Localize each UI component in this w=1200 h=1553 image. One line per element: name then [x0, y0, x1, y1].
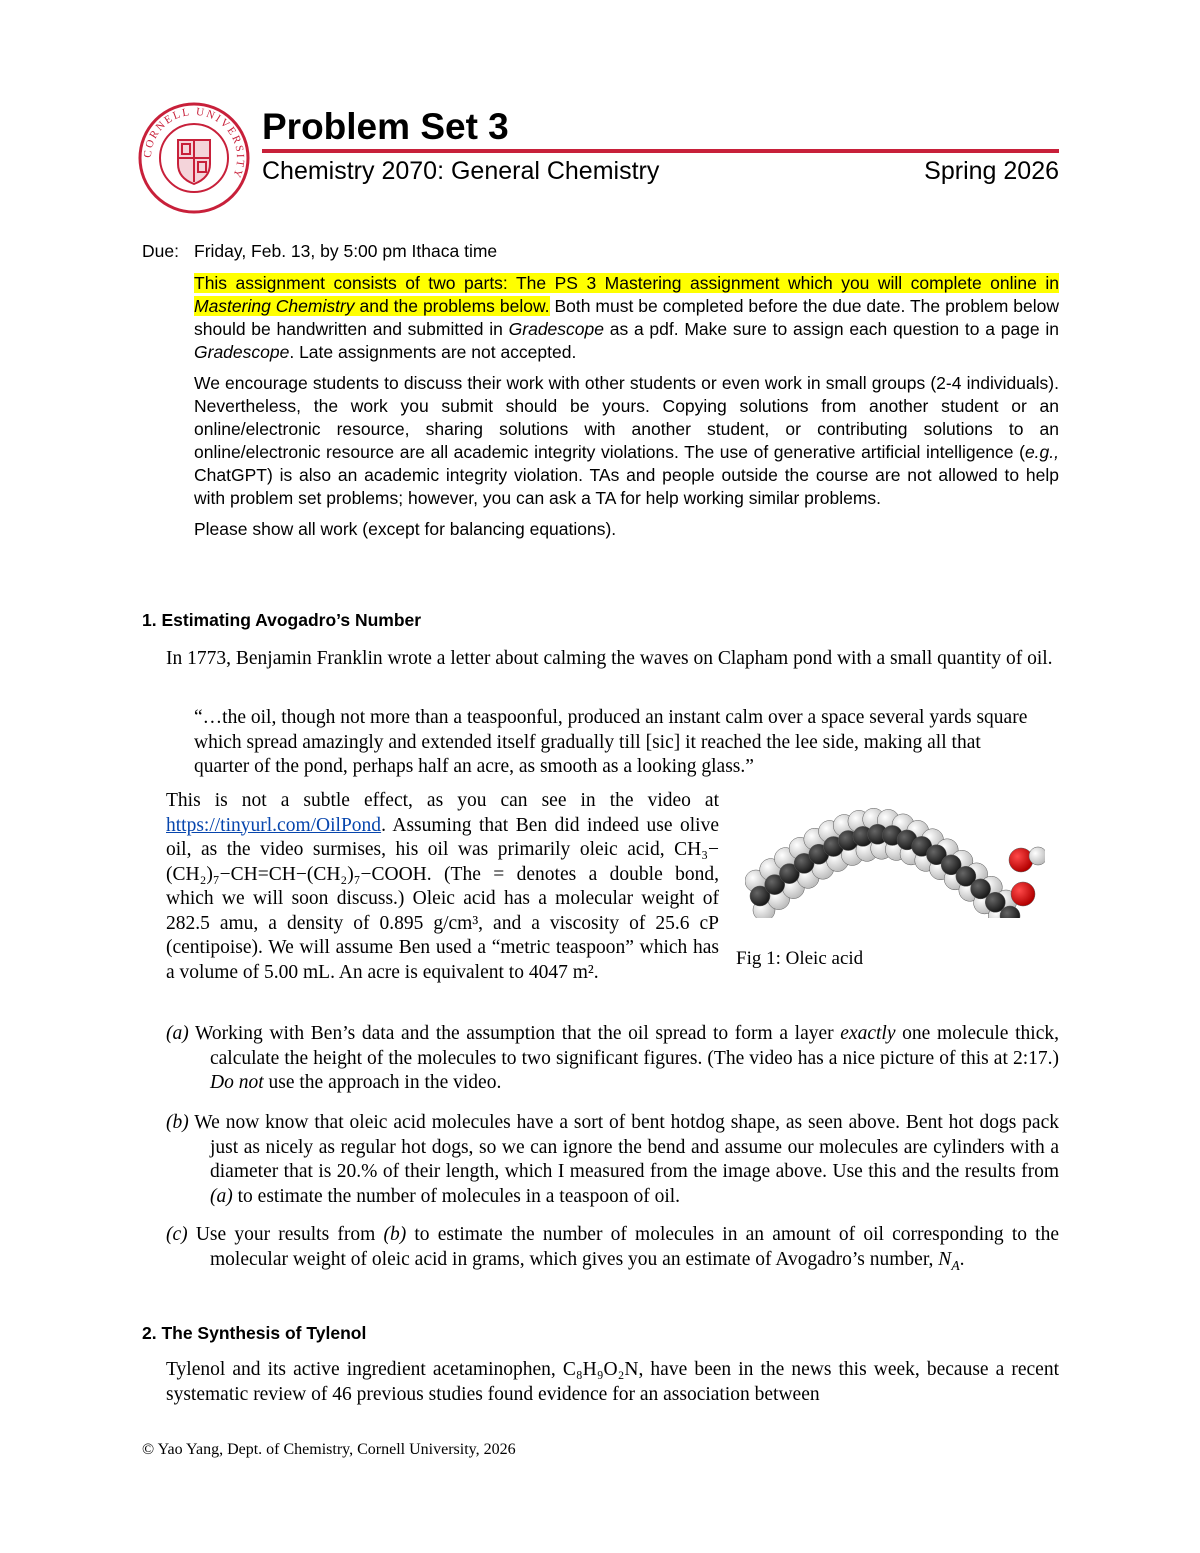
question-b: (b) We now know that oleic acid molecules have a sort of bent hotdog shape, as seen above. Bent hot dogs pack just as nicely as regular hot dogs, so we can ignore the bend and assume our molecules are cylinders with a diameter that is 20.% of their length, which I measured from the image above. Use this and the results from (a) to estimate the number of molecules in a teaspoon of oil.	[166, 1112, 1059, 1207]
term-label: Spring 2026	[924, 157, 1059, 185]
university-seal-logo	[138, 102, 250, 214]
page-title: Problem Set 3	[262, 106, 509, 147]
hydrogen-atom	[1029, 847, 1045, 865]
oleic-acid-molecule-image	[745, 808, 1045, 918]
course-name: Chemistry 2070: General Chemistry	[262, 157, 660, 185]
oxygen-atom	[1011, 882, 1035, 906]
oilpond-video-link[interactable]: https://tinyurl.com/OilPond	[166, 814, 382, 836]
instructions-paragraph-3: Please show all work (except for balancing equations).	[194, 519, 617, 539]
franklin-quote: “…the oil, though not more than a teaspoonful, produced an instant calm over a space several yards square which spread amazingly and extended itself gradually till [sic] it reached the lee side, making all that quarter of the pond, perhaps half an acre, as smooth as a looking glass.”	[194, 707, 1028, 777]
due-label: Due:	[142, 241, 179, 261]
problem-1-intro: In 1773, Benjamin Franklin wrote a letter about calming the waves on Clapham pond with a small quantity of oil.	[166, 648, 1053, 669]
problem-2-intro: Tylenol and its active ingredient acetaminophen, C₈H₉O₂N, have been in the news this week, because a recent systematic review of 46 previous studies found evidence for an association between	[166, 1359, 1059, 1405]
problem-1-body: This is not a subtle effect, as you can see in the video at https://tinyurl.com/OilPond. Assuming that Ben did indeed use olive oil, as the video surmises, his oil was primarily oleic acid, CH₃−(CH₂)₇−CH=CH−(CH₂)₇−COOH. (The = denotes a double bond, which we will soon discuss.) Oleic acid has a molecular weight of 282.5 amu, a density of 0.895 g/cm³, and a viscosity of 25.6 cP (centipoise). We will assume Ben used a “metric teaspoon” which has a volume of 5.00 mL. An acre is equivalent to 4047 m².	[166, 790, 719, 983]
question-c: (c) Use your results from (b) to estimate the number of molecules in an amount of oil corresponding to the molecular weight of oleic acid in grams, which gives you an estimate of Avogadro’s number, $N_A$.	[166, 1224, 1059, 1273]
due-date: Friday, Feb. 13, by 5:00 pm Ithaca time	[194, 241, 498, 261]
instructions-paragraph-2: We encourage students to discuss their work with other students or even work in small groups (2-4 individuals). Nevertheless, the work you submit should be yours. Copying solutions from another student or an online/electronic resource, sharing solutions with another student, or contributing solutions to an online/electronic resource are all academic integrity violations. The use of generative artificial intelligence (e.g., ChatGPT) is also an academic integrity violation. TAs and people outside the course are not allowed to help with problem set problems; however, you can ask a TA for help working similar problems.	[194, 373, 1059, 508]
title-rule-divider	[262, 149, 1059, 153]
problem-2-heading: 2. The Synthesis of Tylenol	[142, 1323, 367, 1343]
oleic-acid-formula: CH₃−(CH₂)₇−CH=CH−(CH₂)₇−COOH	[166, 839, 719, 885]
problem-1-heading: 1. Estimating Avogadro’s Number	[142, 610, 422, 630]
seal-text: CORNELL UNIVERSITY	[141, 105, 247, 181]
instructions-block	[194, 272, 1059, 541]
oxygen-atom	[1009, 848, 1033, 872]
instructions-paragraph-1: This assignment consists of two parts: The PS 3 Mastering assignment which you will complete online in Mastering Chemistry and the problems below. Both must be completed before the due date. The problem below should be handwritten and submitted in Gradescope as a pdf. Make sure to assign each question to a page in Gradescope. Late assignments are not accepted.	[194, 273, 1060, 362]
question-a: (a) Working with Ben’s data and the assumption that the oil spread to form a layer exactly one molecule thick, calculate the height of the molecules to two significant figures. (The video has a nice picture of this at 2:17.) Do not use the approach in the video.	[166, 1023, 1059, 1093]
figure-caption: Fig 1: Oleic acid	[736, 948, 864, 969]
footer-copyright: © Yao Yang, Dept. of Chemistry, Cornell University, 2026	[142, 1441, 516, 1458]
highlighted-text: This assignment consists of two parts: The PS 3 Mastering assignment which you will complete online in Mastering Chemistry and the problems below.	[194, 273, 1059, 316]
